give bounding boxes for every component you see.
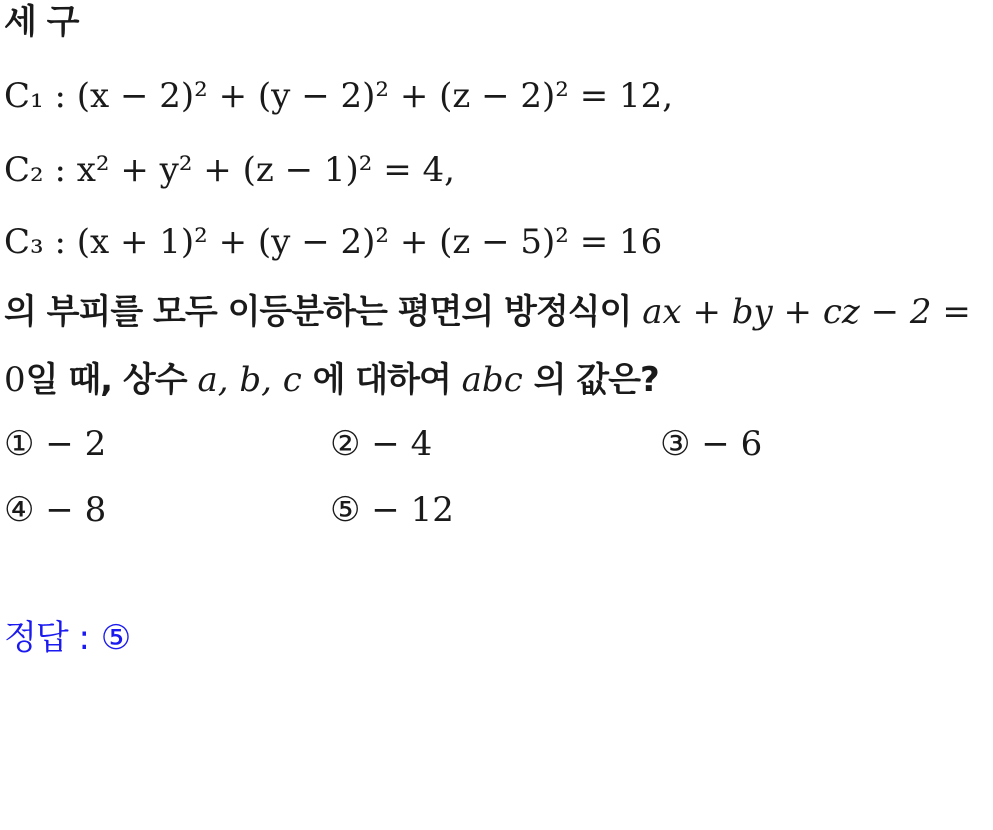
question-text: 일 때, 상수 <box>25 360 198 400</box>
sphere-equation: (x − 2)² + (y − 2)² + (z − 2)² = 12, <box>76 76 674 116</box>
question-line-1 <box>4 292 971 332</box>
choice-1[interactable] <box>4 424 106 464</box>
sphere-name: C₂ <box>4 150 44 190</box>
choice-value: − 12 <box>371 490 454 530</box>
plane-equation: ax + by + cz − 2 = <box>642 292 971 332</box>
choice-value: − 8 <box>45 490 107 530</box>
choice-value: − 4 <box>371 424 433 464</box>
sphere-c1 <box>4 76 673 116</box>
choice-4[interactable] <box>4 490 106 530</box>
sphere-equation: x² + y² + (z − 1)² = 4, <box>76 150 455 190</box>
sphere-name: C₃ <box>4 222 44 262</box>
choice-mark: ④ <box>4 490 35 530</box>
choice-mark: ① <box>4 424 35 464</box>
question-text: 의 값은? <box>522 360 659 400</box>
answer-value: ⑤ <box>100 618 132 658</box>
sphere-equation: (x + 1)² + (y − 2)² + (z − 5)² = 16 <box>76 222 663 262</box>
sphere-c3 <box>4 222 662 262</box>
equation-rhs: 0 <box>4 360 26 400</box>
choice-2[interactable] <box>330 424 432 464</box>
sphere-separator: : <box>43 222 77 262</box>
question-text: 에 대하여 <box>301 360 462 400</box>
sphere-separator: : <box>43 76 77 116</box>
choice-mark: ③ <box>660 424 691 464</box>
choice-3[interactable] <box>660 424 762 464</box>
answer-separator: : <box>67 618 101 658</box>
header-label: 세 구 <box>4 2 79 42</box>
answer-line <box>4 618 131 658</box>
choice-mark: ② <box>330 424 361 464</box>
question-line-2 <box>4 360 659 400</box>
answer-label: 정답 <box>4 618 68 658</box>
sphere-name: C₁ <box>4 76 44 116</box>
sphere-separator: : <box>43 150 77 190</box>
question-text: 의 부피를 모두 이등분하는 평면의 방정식이 <box>4 292 643 332</box>
choice-value: − 6 <box>701 424 763 464</box>
constants: a, b, c <box>197 360 302 400</box>
choice-5[interactable] <box>330 490 454 530</box>
sphere-c2 <box>4 150 455 190</box>
product-expression: abc <box>461 360 523 400</box>
choice-value: − 2 <box>45 424 107 464</box>
choice-mark: ⑤ <box>330 490 361 530</box>
